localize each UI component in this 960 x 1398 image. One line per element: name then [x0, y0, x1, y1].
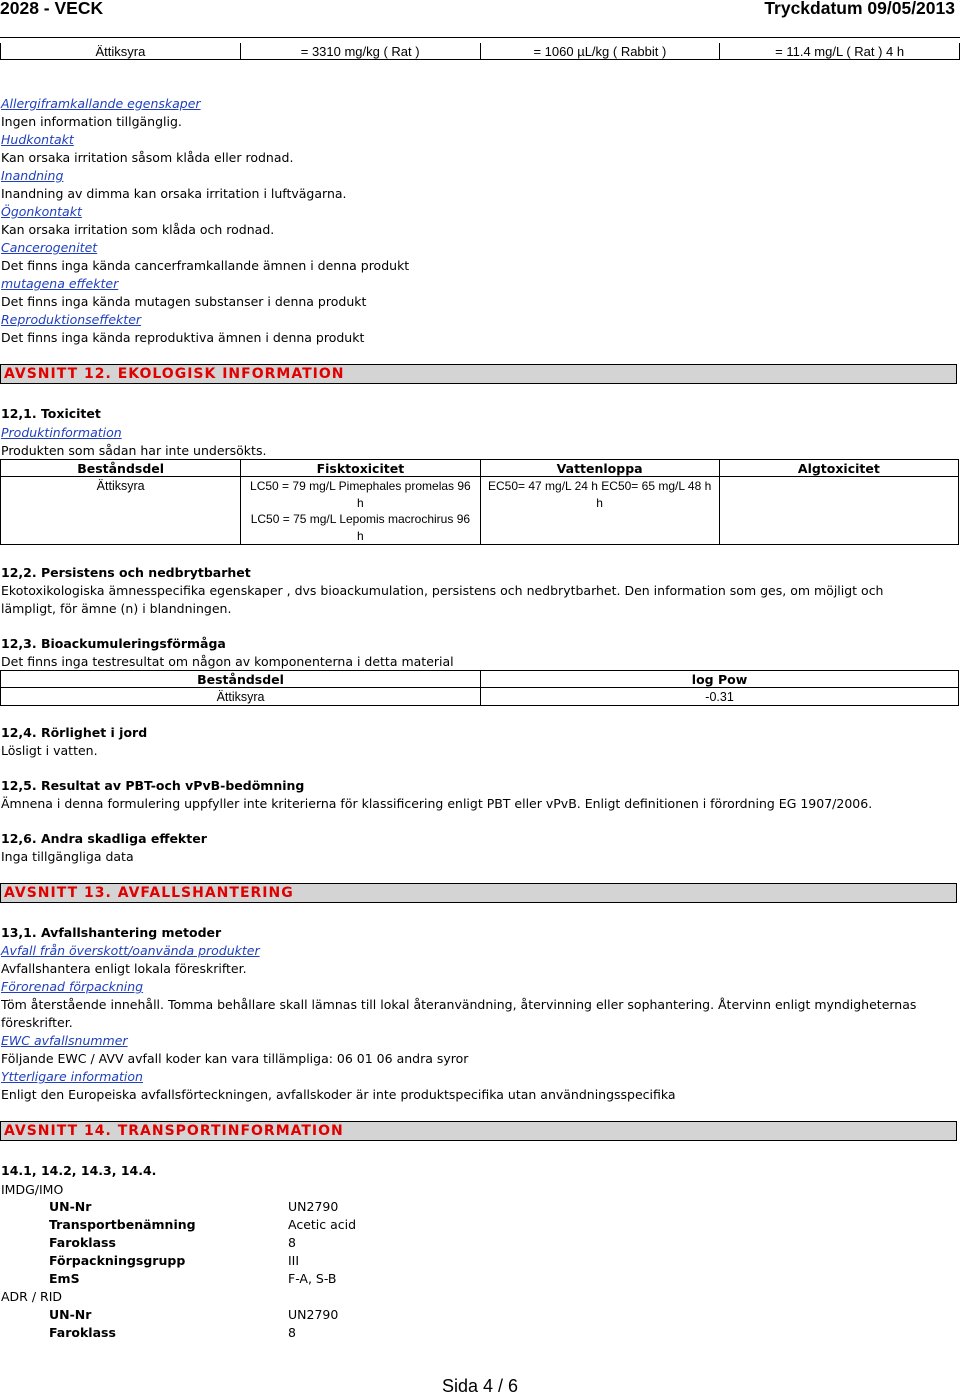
tox-cell-fish	[241, 477, 480, 545]
header-divider	[0, 37, 960, 38]
section-12-header	[0, 364, 957, 384]
table-row	[1, 477, 959, 545]
imdg-key-name: Transportbenämning	[49, 1217, 196, 1232]
s12-5-text: Ämnena i denna formulering uppfyller inte kriterierna för klassificering enligt PBT eller vPvB. Enligt definitionen i förordning EG 1907/2006.	[1, 796, 873, 811]
effect-text-skin: Kan orsaka irritation såsom klåda eller rodnad.	[1, 150, 294, 165]
s13-text-additional: Enligt den Europeiska avfallsförteckningen, avfallskoder är inte produktspecifika utan användningsspecifika	[1, 1087, 676, 1102]
imdg-val-name: Acetic acid	[288, 1217, 357, 1232]
s13-sub-ewc: EWC avfallsnummer	[1, 1033, 128, 1048]
adr-val-un: UN2790	[288, 1307, 339, 1322]
s13-text-excess: Avfallshantera enligt lokala föreskrifter.	[1, 961, 247, 976]
s13-sub-packaging: Förorenad förpackning	[1, 979, 144, 994]
s13-text-packaging-1: Töm återstående innehåll. Tomma behållare skall lämnas till lokal återanvändning, återvinning eller sophantering. Återvinn enligt myndigheternas	[1, 997, 917, 1012]
daphnia-value-2: h	[596, 495, 603, 510]
s12-1-sub: Produktinformation	[1, 425, 122, 440]
adr-label: ADR / RID	[1, 1289, 63, 1304]
s13-1-title: 13,1. Avfallshantering metoder	[1, 925, 222, 940]
fish-value-1b: h	[357, 495, 364, 510]
inhalation-lc50-cell: = 11.4 mg/L ( Rat ) 4 h	[720, 43, 960, 60]
pow-header-substance: Beståndsdel	[1, 671, 481, 688]
effect-label-inhalation: Inandning	[1, 168, 64, 183]
fish-value-1a: LC50 = 79 mg/L Pimephales promelas 96	[250, 479, 471, 493]
effect-text-inhalation: Inandning av dimma kan orsaka irritation i luftvägarna.	[1, 186, 347, 201]
imdg-key-class: Faroklass	[49, 1235, 116, 1250]
effect-label-skin: Hudkontakt	[1, 132, 74, 147]
effect-text-carcinogenicity: Det finns inga kända cancerframkallande ämnen i denna produkt	[1, 258, 410, 273]
effect-label-eye: Ögonkontakt	[1, 204, 82, 219]
effect-label-mutagenic: mutagena effekter	[1, 276, 119, 291]
imdg-label: IMDG/IMO	[1, 1182, 64, 1197]
product-code: 2028 - VECK	[0, 0, 104, 18]
s12-1-title: 12,1. Toxicitet	[1, 406, 101, 421]
s13-text-ewc: Följande EWC / AVV avfall koder kan vara tillämpliga: 06 01 06 andra syror	[1, 1051, 469, 1066]
s12-6-title: 12,6. Andra skadliga effekter	[1, 831, 207, 846]
tox-header-daphnia: Vattenloppa	[480, 460, 719, 477]
dermal-ld50-cell: = 1060 µL/kg ( Rabbit )	[480, 43, 720, 60]
pow-header-row	[1, 671, 959, 688]
pow-cell-substance: Ättiksyra	[1, 688, 481, 706]
s12-6-text: Inga tillgängliga data	[1, 849, 134, 864]
imdg-key-un: UN-Nr	[49, 1199, 92, 1214]
section-13-title: AVSNITT 13. AVFALLSHANTERING	[4, 885, 294, 901]
imdg-val-group: III	[288, 1253, 300, 1268]
tox-header-algae: Algtoxicitet	[719, 460, 958, 477]
s12-4-text: Lösligt i vatten.	[1, 743, 98, 758]
s12-3-title: 12,3. Bioackumuleringsförmåga	[1, 636, 226, 651]
table-row	[1, 688, 959, 706]
section-14-title: AVSNITT 14. TRANSPORTINFORMATION	[4, 1123, 344, 1139]
fish-value-2b: h	[357, 528, 364, 543]
s12-3-text: Det finns inga testresultat om någon av komponenterna i detta material	[1, 654, 454, 669]
s13-sub-additional: Ytterligare information	[1, 1069, 143, 1084]
effect-text-reproductive: Det finns inga kända reproduktiva ämnen i denna produkt	[1, 330, 365, 345]
s14-title: 14.1, 14.2, 14.3, 14.4.	[1, 1163, 157, 1178]
substance-cell: Ättiksyra	[1, 43, 241, 60]
adr-val-class: 8	[288, 1325, 296, 1340]
imdg-key-group: Förpackningsgrupp	[49, 1253, 186, 1268]
daphnia-value-1: EC50= 47 mg/L 24 h EC50= 65 mg/L 48 h	[487, 479, 712, 493]
section-14-header	[0, 1121, 957, 1141]
tox-header-substance: Beståndsdel	[1, 460, 241, 477]
s12-2-line1: Ekotoxikologiska ämnesspecifika egenskaper , dvs bioackumulation, persistens och nedbrytbarhet. Den information som ges, om möjligt och	[1, 583, 884, 598]
effect-text-allergy: Ingen information tillgänglig.	[1, 114, 182, 129]
pow-header-logpow: log Pow	[481, 671, 959, 688]
adr-key-class: Faroklass	[49, 1325, 116, 1340]
section-13-header	[0, 883, 957, 903]
section-12-title: AVSNITT 12. EKOLOGISK INFORMATION	[4, 366, 345, 382]
s13-sub-excess: Avfall från överskott/oanvända produkter	[1, 943, 260, 958]
log-pow-table	[0, 670, 959, 706]
adr-key-un: UN-Nr	[49, 1307, 92, 1322]
imdg-key-ems: EmS	[49, 1271, 80, 1286]
pow-cell-value: -0.31	[481, 688, 959, 706]
effect-label-carcinogenicity: Cancerogenitet	[1, 240, 98, 255]
s12-1-text: Produkten som sådan har inte undersökts.	[1, 443, 267, 458]
effect-label-reproductive: Reproduktionseffekter	[1, 312, 142, 327]
toxicity-header-row	[1, 460, 959, 477]
s12-5-title: 12,5. Resultat av PBT-och vPvB-bedömning	[1, 778, 305, 793]
tox-cell-daphnia	[480, 477, 719, 545]
print-date: Tryckdatum 09/05/2013	[764, 0, 955, 18]
oral-ld50-cell: = 3310 mg/kg ( Rat )	[240, 43, 480, 60]
effect-text-mutagenic: Det finns inga kända mutagen substanser i denna produkt	[1, 294, 367, 309]
tox-cell-algae	[719, 477, 958, 545]
fish-value-2a: LC50 = 75 mg/L Lepomis macrochirus 96	[250, 512, 471, 526]
s12-2-line2: lämpligt, för ämne (n) i blandningen.	[1, 601, 232, 616]
imdg-val-un: UN2790	[288, 1199, 339, 1214]
toxicity-table	[0, 459, 959, 545]
tox-cell-substance: Ättiksyra	[1, 477, 241, 545]
effect-text-eye: Kan orsaka irritation som klåda och rodnad.	[1, 222, 275, 237]
s13-text-packaging-2: föreskrifter.	[1, 1015, 73, 1030]
effect-label-allergy: Allergiframkallande egenskaper	[1, 96, 201, 111]
imdg-val-ems: F-A, S-B	[288, 1271, 337, 1286]
s12-2-title: 12,2. Persistens och nedbrytbarhet	[1, 565, 251, 580]
s12-4-title: 12,4. Rörlighet i jord	[1, 725, 148, 740]
tox-header-fish: Fisktoxicitet	[241, 460, 480, 477]
imdg-val-class: 8	[288, 1235, 296, 1250]
acute-toxicity-row	[0, 43, 960, 60]
page-number: Sida 4 / 6	[441, 1376, 519, 1396]
